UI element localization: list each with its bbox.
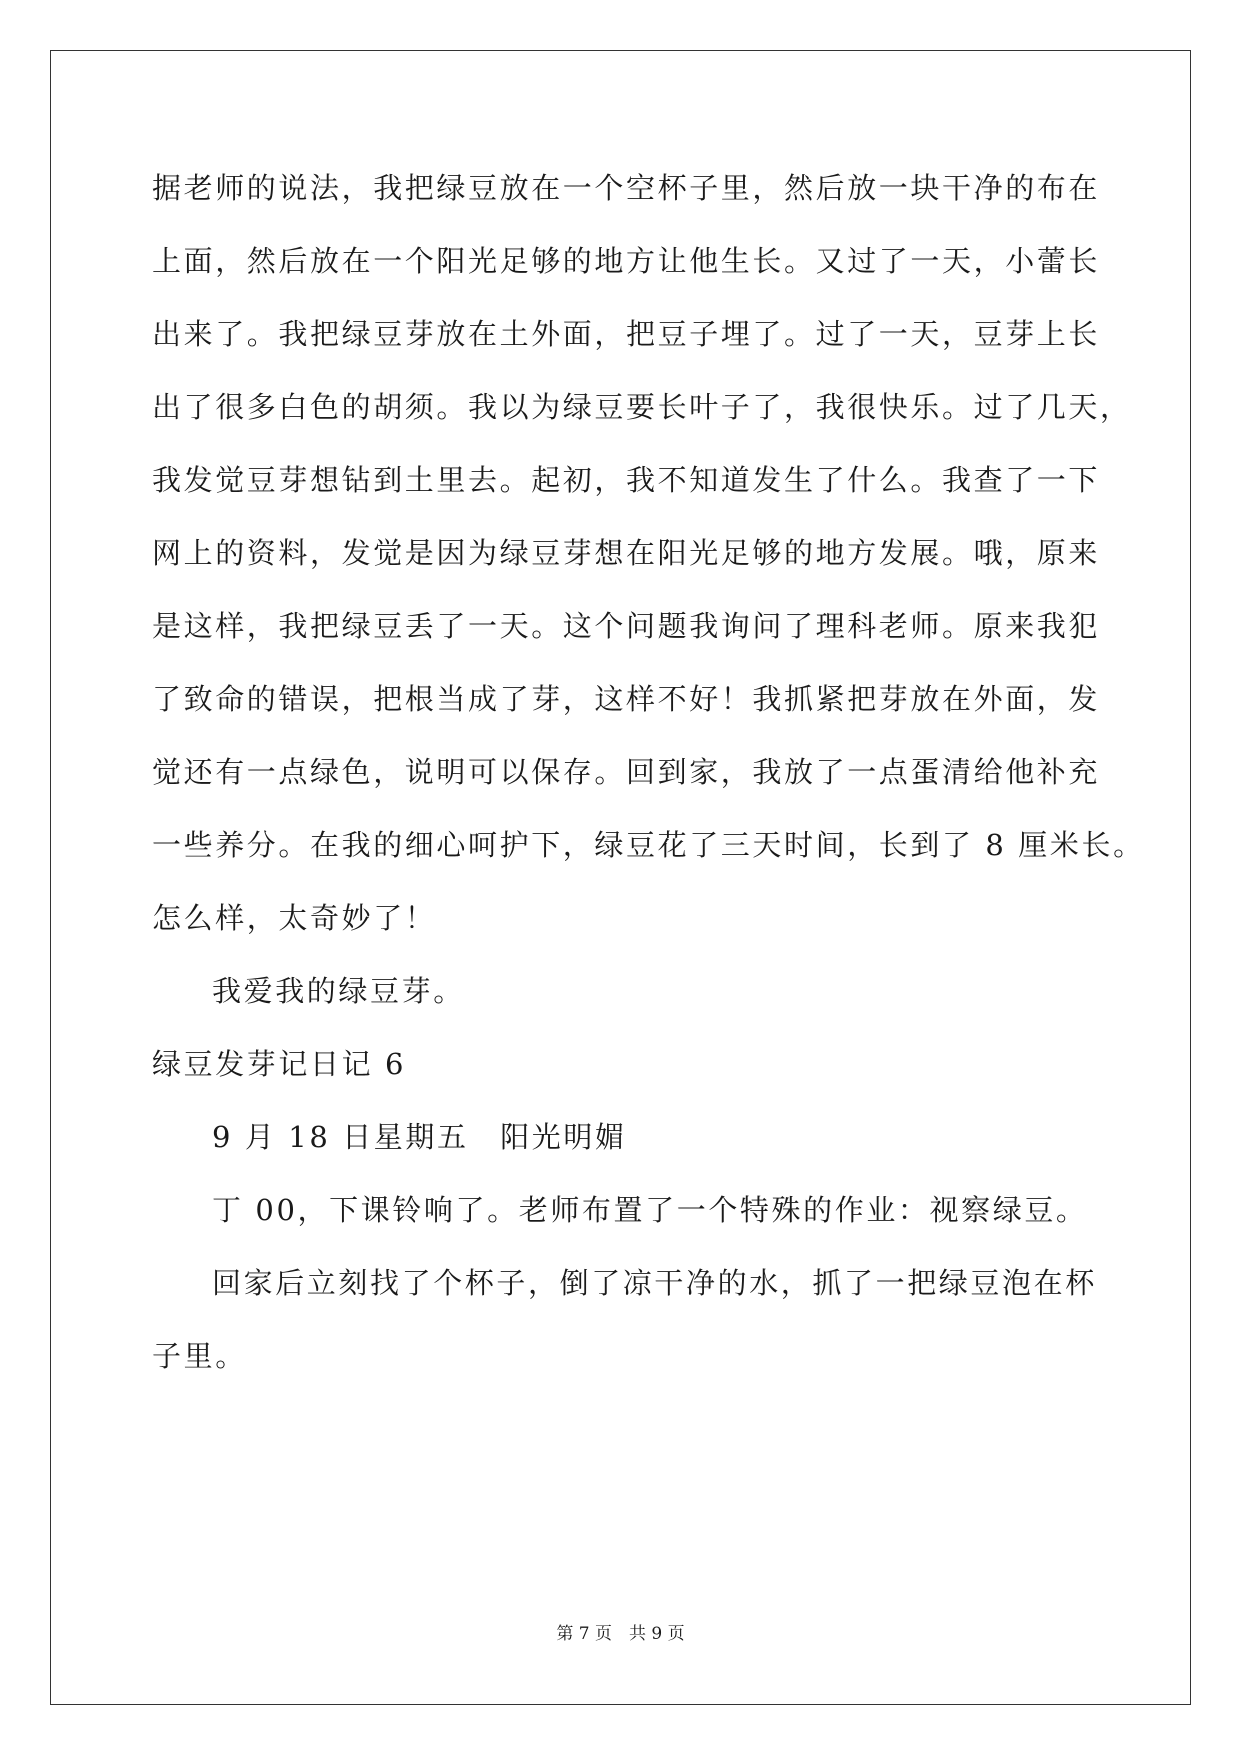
- paragraph-line: 了致命的错误，把根当成了芽，这样不好！我抓紧把芽放在外面，发: [152, 682, 1101, 716]
- paragraph-line: 是这样，我把绿豆丢了一天。这个问题我询问了理科老师。原来我犯: [152, 609, 1101, 643]
- paragraph-line: 觉还有一点绿色，说明可以保存。回到家，我放了一点蛋清给他补充: [152, 755, 1101, 789]
- paragraph-line: 网上的资料，发觉是因为绿豆芽想在阳光足够的地方发展。哦，原来: [152, 536, 1101, 570]
- paragraph-line: 据老师的说法，我把绿豆放在一个空杯子里，然后放一块干净的布在: [152, 171, 1101, 205]
- diary-date-line: 9 月 18 日星期五 阳光明媚: [212, 1120, 627, 1154]
- paragraph-line: 我爱我的绿豆芽。: [212, 974, 465, 1008]
- page-border: [50, 50, 1191, 1705]
- paragraph-line: 出了很多白色的胡须。我以为绿豆要长叶子了，我很快乐。过了几天，: [152, 390, 1132, 424]
- paragraph-line: 我发觉豆芽想钻到土里去。起初，我不知道发生了什么。我查了一下: [152, 463, 1101, 497]
- paragraph-line: 回家后立刻找了个杯子，倒了凉干净的水，抓了一把绿豆泡在杯: [212, 1266, 1097, 1300]
- page-number-footer: 第 7 页 共 9 页: [556, 1624, 685, 1644]
- paragraph-line: 出来了。我把绿豆芽放在土外面，把豆子埋了。过了一天，豆芽上长: [152, 317, 1101, 351]
- paragraph-line: 丁 00，下课铃响了。老师布置了一个特殊的作业：视察绿豆。: [212, 1193, 1088, 1227]
- paragraph-line: 子里。: [152, 1339, 247, 1373]
- paragraph-line: 一些养分。在我的细心呵护下，绿豆花了三天时间，长到了 8 厘米长。: [152, 828, 1145, 862]
- paragraph-line: 怎么样，太奇妙了！: [152, 901, 437, 935]
- section-heading: 绿豆发芽记日记 6: [152, 1047, 407, 1081]
- paragraph-line: 上面，然后放在一个阳光足够的地方让他生长。又过了一天，小蕾长: [152, 244, 1101, 278]
